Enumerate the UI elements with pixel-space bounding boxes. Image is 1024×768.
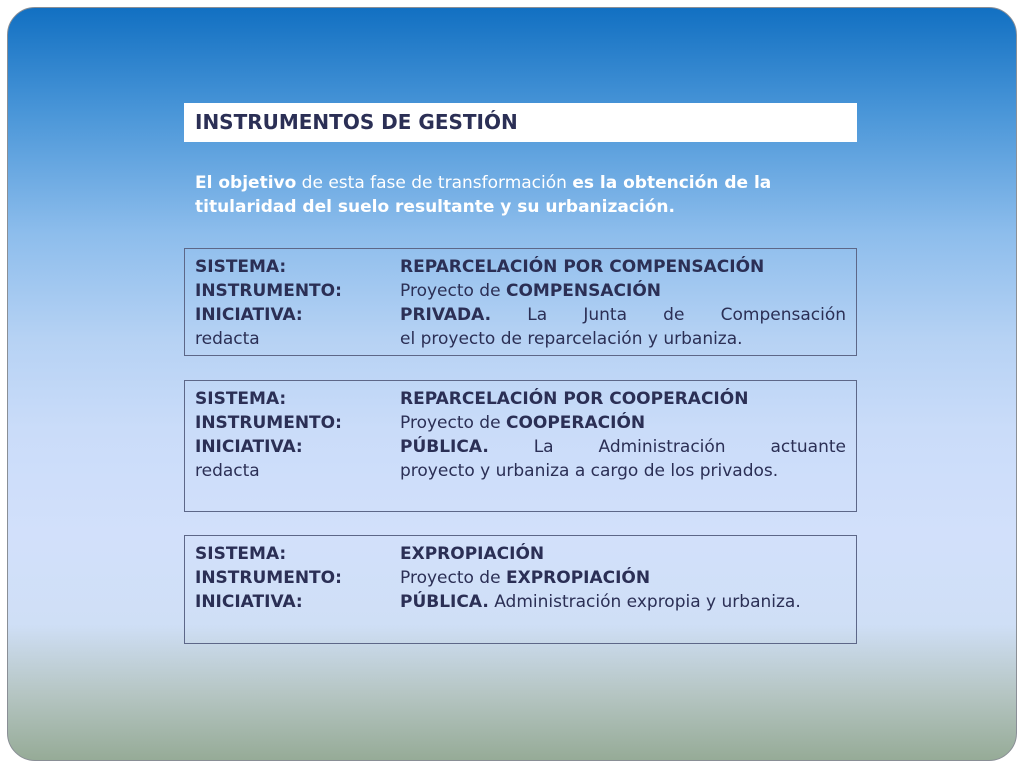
iniciativa-value-wrap: [400, 435, 846, 459]
iniciativa-value: PÚBLICA.: [400, 437, 489, 457]
extra-label: redacta: [195, 329, 260, 349]
iniciativa-value: PRIVADA.: [400, 305, 492, 325]
sistema-value: EXPROPIACIÓN: [400, 544, 545, 564]
sistema-row: [195, 387, 846, 411]
iniciativa-value-wrap: [400, 590, 846, 614]
sistema-row: [195, 255, 846, 279]
iniciativa-text: La Administración actuante: [488, 437, 846, 457]
system-box-cooperacion: [184, 380, 857, 512]
instrumento-label: INSTRUMENTO:: [195, 281, 342, 301]
iniciativa-label: INICIATIVA:: [195, 437, 303, 457]
sistema-value: REPARCELACIÓN POR COMPENSACIÓN: [400, 257, 765, 277]
instrumento-row: [195, 566, 846, 590]
iniciativa-row: [195, 435, 846, 459]
system-box-compensacion: [184, 248, 857, 356]
iniciativa-label: INICIATIVA:: [195, 305, 303, 325]
instrumento-label: INSTRUMENTO:: [195, 413, 342, 433]
intro-paragraph: [195, 171, 847, 219]
extra-row: [195, 327, 846, 351]
instrumento-prefix: Proyecto de: [400, 281, 506, 301]
instrumento-value-wrap: [400, 279, 846, 303]
extra-text: proyecto y urbaniza a cargo de los privados.: [400, 461, 779, 481]
instrumento-value: EXPROPIACIÓN: [505, 568, 651, 588]
sistema-label: SISTEMA:: [195, 544, 287, 564]
intro-bold-1: El objetivo: [195, 173, 297, 193]
instrumento-row: [195, 279, 846, 303]
iniciativa-row: [195, 590, 846, 614]
iniciativa-value-wrap: [400, 303, 846, 327]
extra-row: [195, 459, 846, 483]
instrumento-prefix: Proyecto de: [400, 568, 506, 588]
extra-label: redacta: [195, 461, 260, 481]
iniciativa-text: La Junta de Compensación: [491, 305, 846, 325]
instrumento-value-wrap: [400, 566, 846, 590]
extra-text: el proyecto de reparcelación y urbaniza.: [400, 329, 743, 349]
system-box-expropiacion: [184, 535, 857, 644]
instrumento-value: COOPERACIÓN: [505, 413, 646, 433]
iniciativa-text: Administración expropia y urbaniza.: [488, 592, 801, 612]
iniciativa-value: PÚBLICA.: [400, 592, 489, 612]
instrumento-prefix: Proyecto de: [400, 413, 506, 433]
slide-title: INSTRUMENTOS DE GESTIÓN: [184, 103, 857, 142]
sistema-label: SISTEMA:: [195, 257, 287, 277]
sistema-row: [195, 542, 846, 566]
sistema-label: SISTEMA:: [195, 389, 287, 409]
sistema-value: REPARCELACIÓN POR COOPERACIÓN: [400, 389, 749, 409]
intro-bold-2: es la obtención de la titularidad del suelo resultante y su urbanización.: [195, 173, 772, 217]
intro-normal: de esta fase de transformación: [296, 173, 573, 193]
iniciativa-row: [195, 303, 846, 327]
instrumento-value-wrap: [400, 411, 846, 435]
slide: [7, 7, 1017, 761]
instrumento-value: COMPENSACIÓN: [505, 281, 661, 301]
iniciativa-label: INICIATIVA:: [195, 592, 303, 612]
instrumento-label: INSTRUMENTO:: [195, 568, 342, 588]
instrumento-row: [195, 411, 846, 435]
